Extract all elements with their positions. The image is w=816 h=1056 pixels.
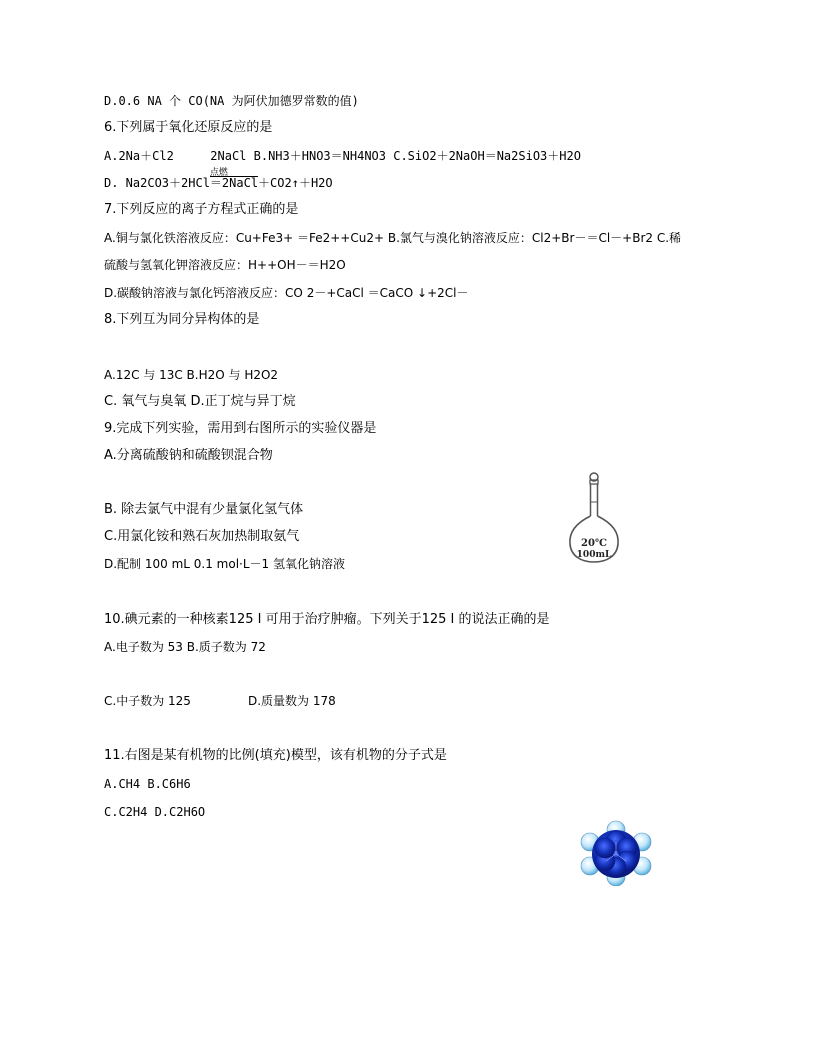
reaction-condition-label: 点燃 (209, 168, 228, 178)
question-8-options-ab: A.12C 与 13C B.H2O 与 H2O2 (104, 368, 279, 382)
q6-option-d-pre: D. Na2CO3＋2HCl (104, 176, 210, 190)
question-10-option-c: C.中子数为 125 (104, 694, 191, 708)
question-6: 6.下列属于氧化还原反应的是 (104, 120, 273, 135)
question-7-option-d: D.碳酸钠溶液与氯化钙溶液反应：CO 2－+CaCl ＝CaCO ↓+2Cl－ (104, 286, 469, 300)
flask-volume-label: 100mL (576, 550, 612, 560)
line-d-option: D.0.6 NA 个 CO(NA 为阿伏加德罗常数的值) (104, 94, 359, 108)
flask-temp-label: 20℃ (581, 538, 607, 549)
question-8: 8.下列互为同分异构体的是 (104, 312, 260, 327)
q6-option-d-post: ＋CO2↑＋H2O (258, 176, 333, 190)
question-9-option-c: C.用氯化铵和熟石灰加热制取氨气 (104, 529, 300, 544)
benzene-space-filling-model (578, 820, 654, 886)
q6-option-a: A.2Na＋Cl2 (104, 149, 174, 163)
question-10-option-d: D.质量数为 178 (248, 694, 336, 708)
question-6-option-d (104, 168, 333, 191)
q6-option-abc-rest: 2NaCl B.NH3＋HNO3＝NH4NO3 C.SiO2＋2NaOH＝Na2SiO3＋H2O (210, 149, 581, 163)
question-11-options-ab: A.CH4 B.C6H6 (104, 777, 191, 791)
question-9-option-d: D.配制 100 mL 0.1 mol·L－1 氢氧化钠溶液 (104, 557, 345, 571)
question-7: 7.下列反应的离子方程式正确的是 (104, 202, 299, 217)
question-11-options-cd: C.C2H4 D.C2H6O (104, 805, 206, 819)
question-10-options-ab: A.电子数为 53 B.质子数为 72 (104, 640, 266, 654)
question-7-option-c-cont: 硫酸与氢氧化钾溶液反应：H++OH－＝H2O (104, 258, 346, 272)
question-9-option-b: B. 除去氯气中混有少量氯化氢气体 (104, 502, 304, 517)
volumetric-flask-figure (566, 472, 622, 564)
question-7-options-abc: A.铜与氯化铁溶液反应：Cu+Fe3+ ＝Fe2++Cu2+ B.氯气与溴化钠溶液反应：Cl2+Br－＝Cl－+Br2 C.稀 (104, 231, 682, 245)
question-10: 10.碘元素的一种核素125 I 可用于治疗肿瘤。下列关于125 I 的说法正确的是 (104, 612, 550, 627)
question-9-option-a: A.分离硫酸钠和硫酸钡混合物 (104, 448, 273, 463)
q6-option-d-eq: ＝2NaCl (209, 176, 259, 190)
question-6-options-abc (104, 148, 581, 164)
question-8-options-cd: C. 氧气与臭氧 D.正丁烷与异丁烷 (104, 394, 296, 409)
question-11: 11.右图是某有机物的比例(填充)模型，该有机物的分子式是 (104, 748, 447, 763)
question-9: 9.完成下列实验，需用到右图所示的实验仪器是 (104, 421, 377, 436)
